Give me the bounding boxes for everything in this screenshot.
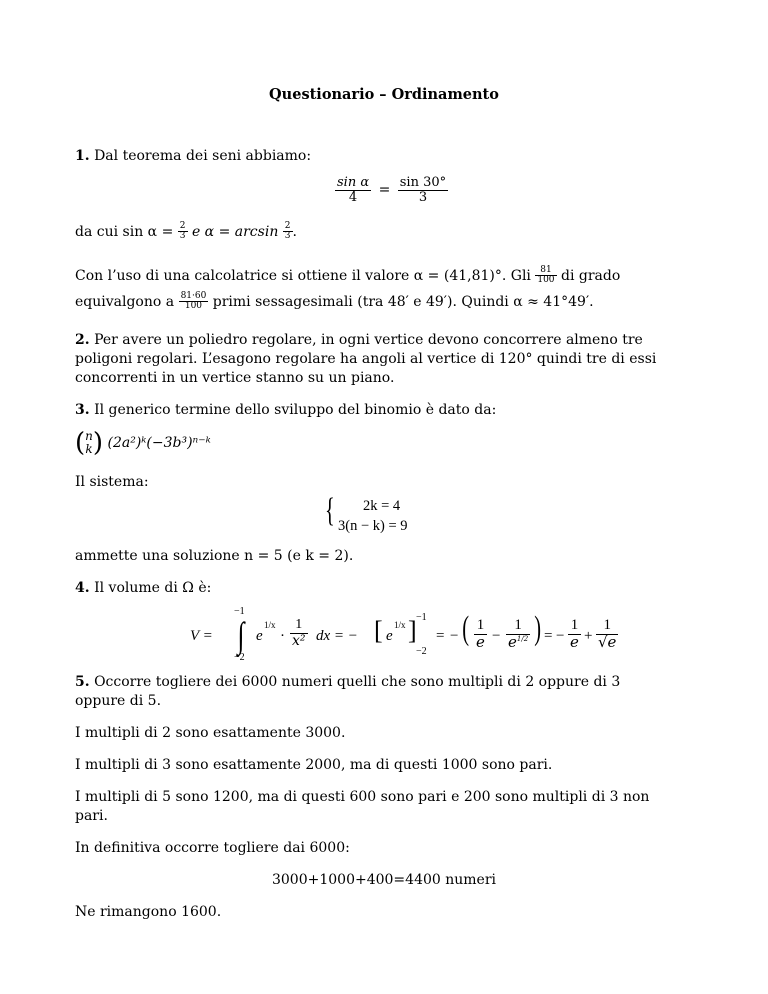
q1-intro-text: Dal teorema dei seni abbiamo: [89,148,312,164]
q5-p2: I multipli di 3 sono esattamente 2000, ma di questi 1000 sono pari. [75,757,553,773]
q1-line2-prefix: da cui sin α = [75,223,174,240]
bracket-lower: −2 [416,646,427,657]
integrand-exp: 1/x [264,620,276,630]
binom-bot: k [85,442,93,456]
frac-num: 2 [284,221,291,231]
plus: + [584,628,593,644]
eq-left-den: 4 [335,190,371,205]
bracket-exp: 1/x [394,620,406,630]
sys-eq-1: 2k = 4 [363,498,401,514]
q1-line2-mid: e α = arcsin [187,223,279,240]
q2-line2: poligoni regolari. L’esagono regolare ha angoli al vertice di 120° quindi tre di essi [75,351,657,367]
q4-l1: Il volume di Ω è: [89,580,212,596]
frac-num: 1 [514,617,522,633]
eq-left-num: sin α [337,175,370,190]
q1-line3 [75,266,620,286]
q5-line2: oppure di 5. [75,693,162,709]
q2-line3: concorrenti in un vertice stanno su un piano. [75,370,395,386]
frac-den: x² [292,632,306,649]
minus-1: − [450,628,459,644]
v-label: V = [190,628,213,644]
q1-line3-a: Con l’uso di una calcolatrice si ottiene il valore α = (41,81)°. Gli [75,267,536,284]
q1-line3-b: di grado [556,267,621,284]
q2-number: 2. [75,332,90,348]
frac-num: 1 [570,617,579,633]
eq-right-fraction [398,176,448,204]
q1-intro [75,148,311,164]
sys-eq-2: 3(n − k) = 9 [338,518,408,534]
brace-icon: { [325,492,335,529]
q1-line4-a: equivalgono a [75,293,179,310]
q5-line1 [75,674,620,690]
frac-8160-100 [179,292,209,312]
q5-p4: In definitiva occorre togliere dai 6000: [75,840,350,856]
q5-sum: 3000+1000+400=4400 numeri [271,872,496,888]
integrand-e: e [256,628,263,644]
eq-equals: = [378,182,391,199]
bracket-open-icon: [ [374,616,383,645]
dot: · [280,628,285,644]
q3-line1 [75,402,496,418]
frac-den: √e [598,632,617,651]
binom-rest: (2a²)ᵏ(−3b³)ⁿ⁻ᵏ [107,435,211,451]
frac-num: 81·60 [180,291,207,301]
q1-number: 1. [75,148,90,164]
q3-number: 3. [75,402,90,418]
one-over-e-2 [568,618,581,651]
q1-line2 [75,222,297,242]
one-over-x2 [290,618,308,648]
one-over-sqrt-e [596,618,618,651]
paren-close-icon: ) [534,610,542,647]
frac-81-100 [535,266,556,286]
frac-den: 100 [179,301,209,311]
bracket-upper: −1 [416,612,427,623]
eq-right-num: sin 30° [399,175,447,190]
q1-equation [335,176,448,204]
frac-num: 2 [179,221,186,231]
integral-upper: −1 [234,606,245,617]
two-thirds-fraction [178,222,188,242]
q5-number: 5. [75,674,90,690]
integral-lower: −2 [234,652,245,663]
frac-den: e [570,632,579,651]
frac-den: 3 [284,231,291,242]
page-title: Questionario – Ordinamento [269,86,499,103]
volume-integral [190,606,617,666]
dx: dx = − [316,628,358,644]
q3-l1: Il generico termine dello sviluppo del binomio è dato da: [89,402,497,418]
bracket-close-icon: ] [408,616,417,645]
q5-p3a: I multipli di 5 sono 1200, ma di questi 600 sono pari e 200 sono multipli di 3 non [75,789,650,805]
one-over-sqrt-e-a [506,618,530,651]
frac-num: 1 [603,617,611,633]
q4-line1 [75,580,211,596]
q3-solution: ammette una soluzione n = 5 (e k = 2). [75,548,354,564]
q4-number: 4. [75,580,90,596]
frac-num: 1 [476,617,485,633]
q3-sistema: Il sistema: [75,474,149,490]
paren-open-icon: ( [462,610,470,647]
frac-num: 81 [540,265,552,275]
eq-sign-1: = [436,628,445,644]
minus-2: − [492,628,501,644]
q1-line2-end: . [292,223,297,240]
minus-3: − [556,628,565,644]
q2-line1 [75,332,643,348]
q5-end: Ne rimangono 1600. [75,904,222,920]
q1-line4 [75,292,594,312]
one-over-e [474,618,487,651]
integral-icon: ∫ [237,615,245,655]
eq-right-den: 3 [398,190,448,205]
q5-p1: I multipli di 2 sono esattamente 3000. [75,725,346,741]
binomial-term: ( n k ) (2a²)ᵏ(−3b³)ⁿ⁻ᵏ [75,428,211,458]
q2-l1: Per avere un poliedro regolare, in ogni vertice devono concorrere almeno tre [89,332,643,348]
frac-den: 3 [179,231,186,242]
q5-l1: Occorre togliere dei 6000 numeri quelli che sono multipli di 2 oppure di 3 [89,674,621,690]
frac-num: 1 [295,617,303,632]
frac-den: $e^{1/2}$ [508,632,529,651]
frac-den: e [476,632,485,651]
q1-line4-b: primi sessagesimali (tra 48′ e 49′). Quindi α ≈ 41°49′. [208,293,594,310]
eq-sign-2: = [544,628,553,644]
q5-p3b: pari. [75,808,108,824]
frac-den: 100 [537,275,555,286]
bracket-e: e [386,628,393,644]
eq-left-fraction [335,176,371,204]
two-thirds-fraction-2 [283,222,293,242]
binom-top: n [85,428,93,443]
